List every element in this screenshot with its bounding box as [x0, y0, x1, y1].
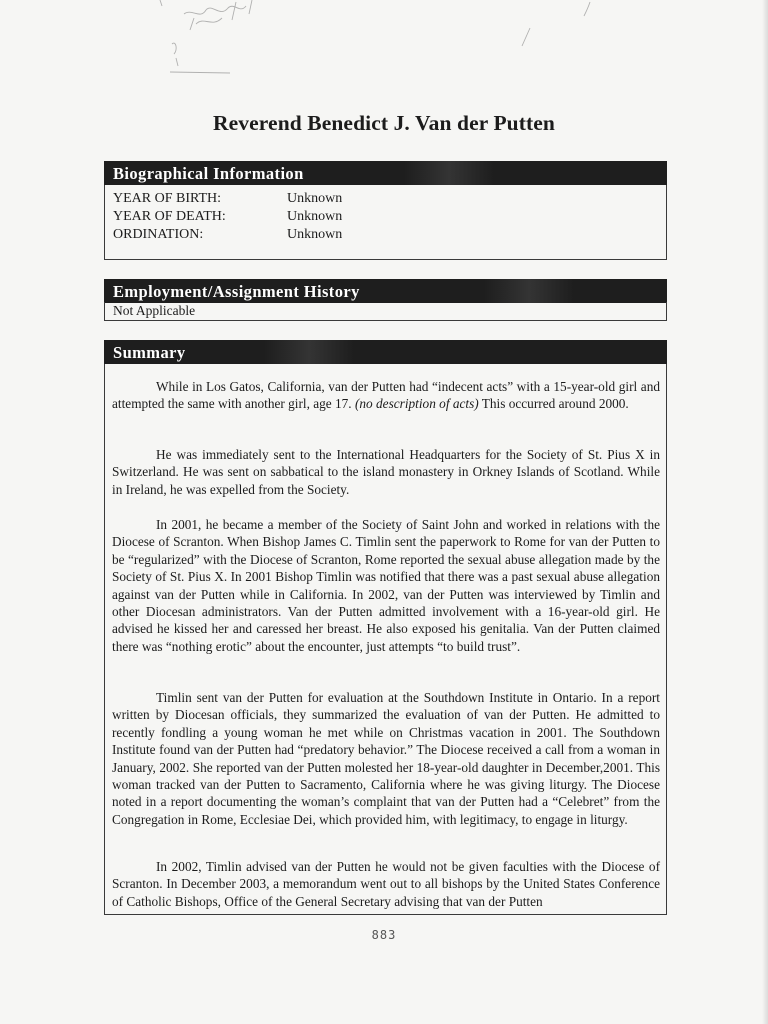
header-shading	[404, 161, 494, 185]
employment-header-text: Employment/Assignment History	[113, 282, 360, 301]
bio-label: ORDINATION:	[113, 227, 204, 242]
biographical-box	[104, 185, 667, 260]
bio-value: Unknown	[287, 209, 343, 224]
summary-paragraph	[112, 516, 660, 655]
summary-header-text: Summary	[113, 343, 186, 362]
paragraph-text: Timlin sent van der Putten for evaluation at the Southdown Institute in Ontario. In a report written by Diocesan officials, they summarized the evaluation of van der Putten. He admitted to recently fondling a young woman he met while on Christmas vacation in 2001. The Southdown Institute found van der Putten had “predatory behavior.” The Diocese received a call from a woman in January, 2002. She reported van der Putten molested her 18-year-old daughter in December,2001. This woman tracked van der Putten to Sacramento, California where he was giving liturgy. The Diocese noted in a report documenting the woman’s complaint that van der Putten had a “Celebret” from the Congregation in Rome, Ecclesiae Dei, which provided him, with legitimacy, to engage in liturgy.	[112, 690, 660, 827]
bio-row-birth	[113, 190, 653, 208]
paragraph-italic-note: (no description of acts)	[354, 396, 479, 412]
paragraph-text: This occurred around 2000.	[478, 396, 629, 412]
document-title: Reverend Benedict J. Van der Putten	[213, 111, 555, 135]
summary-paragraph	[112, 378, 660, 413]
biographical-section-header	[104, 161, 667, 185]
summary-paragraph	[112, 689, 660, 828]
page-number: 883	[371, 928, 397, 942]
employment-section-header	[104, 279, 667, 303]
employment-box	[104, 302, 667, 321]
bio-label: YEAR OF DEATH:	[113, 209, 226, 224]
scan-artifacts	[0, 0, 768, 100]
header-shading	[484, 279, 574, 303]
summary-section-header	[104, 340, 667, 364]
bio-label: YEAR OF BIRTH:	[113, 191, 222, 206]
paragraph-text: He was immediately sent to the International Headquarters for the Society of St. Pius X in Switzerland. He was sent on sabbatical to the island monastery in Orkney Islands of Scotland. While in Ireland, he was expelled from the Society.	[112, 447, 660, 497]
handwriting-marks-icon	[0, 0, 768, 100]
bio-value: Unknown	[287, 191, 343, 206]
employment-text: Not Applicable	[113, 303, 196, 318]
paragraph-text: In 2001, he became a member of the Society of Saint John and worked in relations with the Diocese of Scranton. When Bishop James C. Timlin sent the paperwork to Rome for van der Putten to be “regularized” with the Diocese of Scranton, Rome reported the sexual abuse allegation made by the Society of St. Pius X. In 2001 Bishop Timlin was notified that there was a past sexual abuse allegation against van der Putten while in California. In 2002, van der Putten was interviewed by Timlin and other Diocesan administrators. Van der Putten admitted involvement with a 16-year-old girl. He advised he kissed her and caressed her breast. He also exposed his genitalia. Van der Putten claimed there was “nothing erotic” about the encounter, just attempts “to build trust”.	[112, 517, 660, 654]
bio-row-ordination	[113, 226, 653, 244]
paragraph-text: While in Los Gatos, California, van der Putten had “indecent acts” with a 15-year-old girl and attempted the same with another girl, age 17.	[112, 379, 660, 412]
scan-edge-shadow	[762, 0, 768, 1024]
summary-paragraph	[112, 446, 660, 498]
summary-paragraph	[112, 858, 660, 910]
bio-row-death	[113, 208, 653, 226]
summary-box	[104, 364, 667, 915]
biographical-header-text: Biographical Information	[113, 164, 304, 183]
header-shading	[264, 340, 354, 364]
paragraph-text: In 2002, Timlin advised van der Putten he would not be given faculties with the Diocese of Scranton. In December 2003, a memorandum went out to all bishops by the United States Conference of Catholic Bishops, Office of the General Secretary advising that van der Putten	[112, 859, 660, 909]
bio-value: Unknown	[287, 227, 343, 242]
